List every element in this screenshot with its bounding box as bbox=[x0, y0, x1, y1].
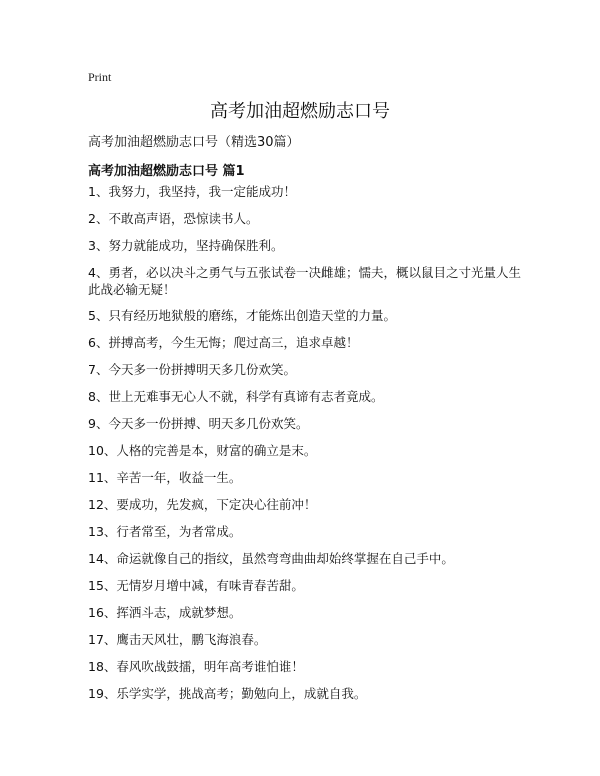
list-item: 8、世上无难事无心人不就，科学有真谛有志者竟成。 bbox=[88, 389, 384, 404]
list-item: 19、乐学实学，挑战高考；勤勉向上，成就自我。 bbox=[88, 686, 367, 701]
list-item: 9、今天多一份拼搏、明天多几份欢笑。 bbox=[88, 416, 309, 431]
list-item: 1、我努力，我坚持，我一定能成功！ bbox=[88, 184, 296, 199]
list-item: 5、只有经历地狱般的磨练，才能炼出创造天堂的力量。 bbox=[88, 308, 396, 323]
print-label[interactable]: Print bbox=[88, 70, 112, 84]
list-item: 17、鹰击天风壮，鹏飞海浪春。 bbox=[88, 632, 267, 647]
list-item: 11、辛苦一年，收益一生。 bbox=[88, 470, 242, 485]
list-item: 2、不敢高声语，恐惊读书人。 bbox=[88, 211, 259, 226]
list-item: 3、努力就能成功，坚持确保胜利。 bbox=[88, 238, 284, 253]
list-item: 16、挥洒斗志，成就梦想。 bbox=[88, 605, 242, 620]
list-item: 4、勇者，必以决斗之勇气与五张试卷一决雌雄；懦夫，概以鼠目之寸光量人生此战必输无疑！ bbox=[88, 265, 521, 297]
list-item: 14、命运就像自己的指纹，虽然弯弯曲曲却始终掌握在自己手中。 bbox=[88, 551, 454, 566]
list-item: 15、无情岁月增中减，有味青春苦甜。 bbox=[88, 578, 304, 593]
slogan-list bbox=[88, 183, 528, 712]
list-item: 12、要成功，先发疯，下定决心往前冲！ bbox=[88, 497, 317, 512]
document-subtitle: 高考加油超燃励志口号（精选30篇） bbox=[88, 135, 300, 150]
list-item: 7、今天多一份拼搏明天多几份欢笑。 bbox=[88, 362, 296, 377]
list-item: 6、拼搏高考，今生无悔；爬过高三，追求卓越！ bbox=[88, 335, 359, 350]
list-item: 10、人格的完善是本，财富的确立是末。 bbox=[88, 443, 317, 458]
page-title: 高考加油超燃励志口号 bbox=[210, 101, 390, 122]
list-item: 18、春风吹战鼓擂，明年高考谁怕谁！ bbox=[88, 659, 304, 674]
section-heading: 高考加油超燃励志口号 篇1 bbox=[88, 164, 245, 179]
list-item: 13、行者常至，为者常成。 bbox=[88, 524, 242, 539]
